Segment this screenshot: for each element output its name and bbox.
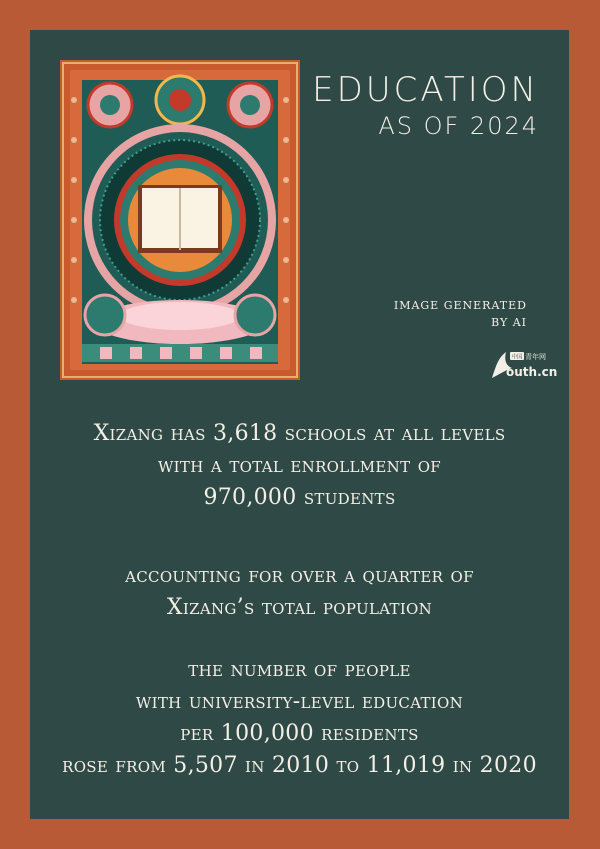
- content-panel: [30, 30, 569, 819]
- credit-line-2: BY AI: [491, 316, 527, 330]
- text-line: with university-level education: [135, 689, 464, 714]
- text-line: accounting for over a quarter of: [125, 563, 474, 588]
- text-line: rose from 5,507 in 2010 to 11,019 in 2020: [62, 753, 537, 778]
- logo-cn-badge: 中国: [511, 354, 523, 361]
- logo-latin-text: outh.cn: [506, 365, 558, 379]
- thangka-artwork: [60, 60, 300, 380]
- text-line: with a total enrollment of: [157, 453, 442, 478]
- text-line: the number of people: [188, 657, 411, 682]
- title-block: [312, 70, 539, 142]
- logo-cn-text: 青年网: [525, 353, 546, 361]
- text-line: Xizang has 3,618 schools at all levels: [93, 421, 506, 446]
- paragraph-population-share: [30, 560, 569, 624]
- paragraph-schools: [30, 418, 569, 514]
- credit-line-1: IMAGE GENERATED: [393, 299, 527, 312]
- page-subtitle: AS OF 2024: [378, 111, 539, 140]
- page-title: EDUCATION: [312, 70, 539, 110]
- youth-cn-logo: [490, 348, 560, 382]
- text-line: Xizang’s total population: [166, 595, 433, 620]
- text-line: 970,000 students: [203, 485, 396, 510]
- paragraph-university-education: [30, 654, 569, 782]
- ai-credit: [394, 297, 527, 331]
- text-line: per 100,000 residents: [180, 721, 419, 746]
